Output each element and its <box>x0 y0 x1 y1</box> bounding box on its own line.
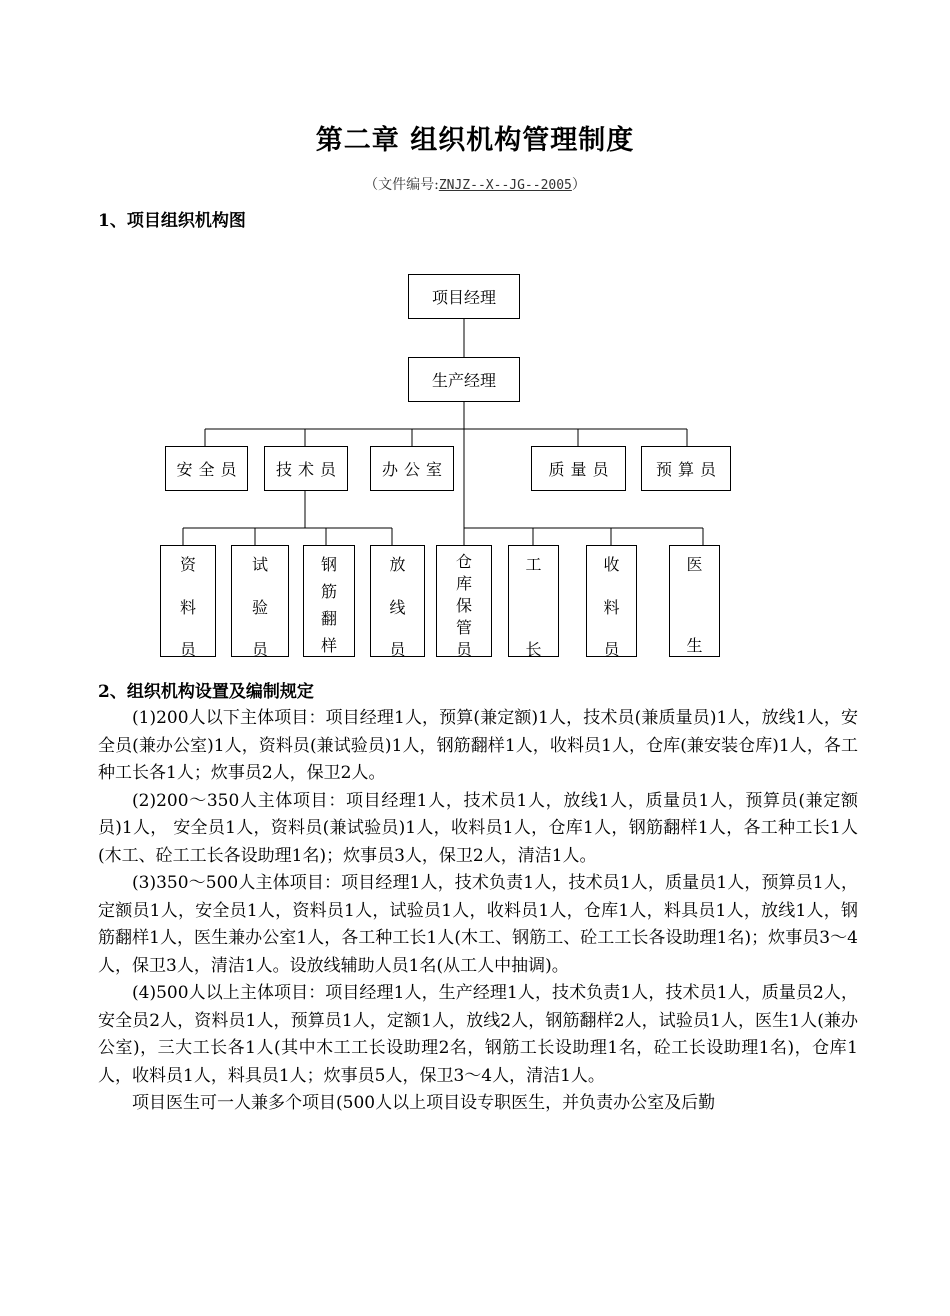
staff-rebar-char-3: 翻 <box>320 609 337 628</box>
org-box-staff-tester <box>231 545 289 657</box>
staff-tester-char-2: 验 <box>251 598 268 617</box>
staff-archivist-char-3: 员 <box>179 640 196 659</box>
staff-receiver-char-3: 员 <box>603 640 620 659</box>
staff-foreman-char-1: 工 <box>525 555 542 574</box>
org-box-staff-receiver <box>586 545 637 657</box>
org-box-staff-doctor <box>669 545 720 657</box>
org-box-office: 办公室 <box>370 446 454 491</box>
staff-rebar-char-4: 样 <box>320 636 337 655</box>
org-box-staff-archivist <box>160 545 216 657</box>
document-number-prefix: （文件编号: <box>364 177 439 193</box>
org-box-staff-foreman <box>508 545 559 657</box>
rule-paragraph-3: (3)350～500人主体项目：项目经理1人，技术负责1人，技术员1人，质量员1人，预算员1人，定额员1人，安全员1人，资料员1人，试验员1人，收料员1人，仓库1人，料具员1人，放线1人，钢筋翻样1人，医生兼办公室1人，各工种工长1人(木工、钢筋工、砼工工长各设助理1名)；炊事员3～4人，保卫3人，清洁1人。设放线辅助人员1名(从工人中抽调)。 <box>98 873 858 976</box>
staff-receiver-char-2: 料 <box>603 598 620 617</box>
rule-paragraph-4: (4)500人以上主体项目：项目经理1人，生产经理1人，技术负责1人，技术员1人，质量员2人，安全员2人，资料员1人，预算员1人，定额1人，放线2人，钢筋翻样2人，试验员1人，医生1人(兼办公室)，三大工长各1人(其中木工工长设助理2名，钢筋工长设助理1名，砼工长设助理1名)，仓库1人，收料员1人，料具员1人；炊事员5人，保卫3～4人，清洁1人。 <box>98 983 858 1086</box>
staff-foreman-char-2: 长 <box>525 640 542 659</box>
org-rules-body <box>98 705 858 1118</box>
staff-surveyor-char-1: 放 <box>389 555 406 574</box>
staff-warehouse-char-2: 库 <box>455 574 472 593</box>
org-box-staff-warehouse-keeper <box>436 545 492 657</box>
staff-archivist-char-1: 资 <box>179 555 196 574</box>
staff-warehouse-char-4: 管 <box>455 618 472 637</box>
org-box-technician: 技术员 <box>264 446 348 491</box>
document-number-suffix: ） <box>571 177 586 193</box>
staff-tester-char-3: 员 <box>251 640 268 659</box>
rule-paragraph-5: 项目医生可一人兼多个项目(500人以上项目设专职医生，并负责办公室及后勤 <box>132 1093 716 1113</box>
document-number-code: ZNJZ--X--JG--2005 <box>438 178 572 193</box>
document-number <box>0 174 950 194</box>
org-box-staff-rebar-detailer <box>303 545 355 657</box>
staff-doctor-char-1: 医 <box>686 555 703 574</box>
org-box-project-manager: 项目经理 <box>408 274 520 319</box>
section-heading-org-rules: 2、组织机构设置及编制规定 <box>98 682 314 702</box>
staff-tester-char-1: 试 <box>251 555 268 574</box>
staff-doctor-char-2: 生 <box>686 636 703 655</box>
org-box-production-manager: 生产经理 <box>408 357 520 402</box>
org-box-budget: 预算员 <box>641 446 731 491</box>
staff-surveyor-char-3: 员 <box>389 640 406 659</box>
page-title: 第二章 组织机构管理制度 <box>315 125 635 156</box>
section-heading-org-chart: 1、项目组织机构图 <box>98 211 246 231</box>
staff-warehouse-char-1: 仓 <box>455 552 472 571</box>
staff-warehouse-char-3: 保 <box>455 596 472 615</box>
staff-warehouse-char-5: 员 <box>455 640 472 659</box>
staff-receiver-char-1: 收 <box>603 555 620 574</box>
org-box-quality: 质量员 <box>531 446 626 491</box>
rule-paragraph-2: (2)200～350人主体项目：项目经理1人，技术员1人，放线1人，质量员1人，预算员(兼定额员)1人， 安全员1人，资料员(兼试验员)1人，收料员1人，仓库1人，钢筋翻样1人，各工种工长1人(木工、砼工工长各设助理1名)；炊事员3人，保卫2人，清洁1人。 <box>98 790 858 866</box>
org-box-staff-surveyor <box>370 545 425 657</box>
org-box-safety: 安全员 <box>165 446 248 491</box>
staff-archivist-char-2: 料 <box>179 598 196 617</box>
staff-rebar-char-1: 钢 <box>320 555 337 574</box>
staff-rebar-char-2: 筋 <box>320 582 337 601</box>
rule-paragraph-1: (1)200人以下主体项目：项目经理1人，预算(兼定额)1人，技术员(兼质量员)1人，放线1人，安全员(兼办公室)1人，资料员(兼试验员)1人，钢筋翻样1人，收料员1人，仓库(兼安装仓库)1人，各工种工长各1人；炊事员2人，保卫2人。 <box>98 708 858 783</box>
staff-surveyor-char-2: 线 <box>389 598 406 617</box>
